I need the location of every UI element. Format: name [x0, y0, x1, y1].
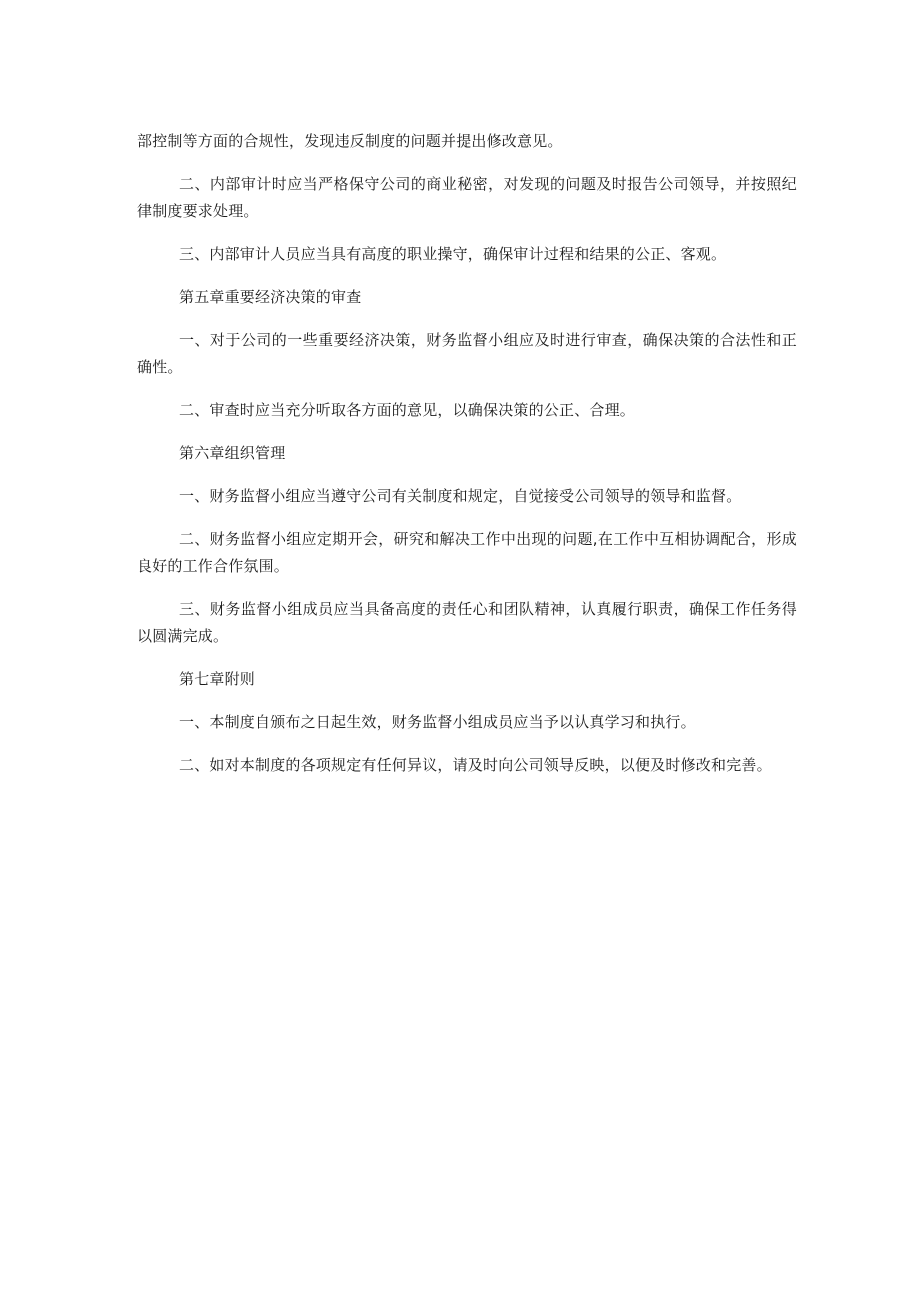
paragraph: 三、内部审计人员应当具有高度的职业操守，确保审计过程和结果的公正、客观。: [179, 245, 727, 263]
paragraph: 一、对于公司的一些重要经济决策，财务监督小组应及时进行审查，确保决策的合法性和正确性。: [137, 331, 797, 376]
chapter-heading: 第五章重要经济决策的审查: [179, 288, 362, 306]
paragraph: 二、如对本制度的各项规定有任何异议，请及时向公司领导反映，以便及时修改和完善。: [179, 756, 772, 774]
paragraph: 一、财务监督小组应当遵守公司有关制度和规定，自觉接受公司领导的领导和监督。: [179, 487, 742, 505]
paragraph: 二、内部审计时应当严格保守公司的商业秘密，对发现的问题及时报告公司领导，并按照纪律制度要求处理。: [137, 175, 797, 220]
document-body: [137, 128, 797, 795]
chapter-heading: 第六章组织管理: [179, 444, 286, 462]
paragraph: 三、财务监督小组成员应当具备高度的责任心和团队精神，认真履行职责，确保工作任务得以圆满完成。: [137, 600, 797, 645]
paragraph: 部控制等方面的合规性，发现违反制度的问题并提出修改意见。: [137, 132, 563, 150]
paragraph: 一、本制度自颁布之日起生效，财务监督小组成员应当予以认真学习和执行。: [179, 713, 696, 731]
chapter-heading: 第七章附则: [179, 670, 256, 688]
paragraph: 二、财务监督小组应定期开会，研究和解决工作中出现的问题,在工作中互相协调配合，形成良好的工作合作氛围。: [137, 530, 797, 575]
paragraph: 二、审查时应当充分听取各方面的意见，以确保决策的公正、合理。: [179, 401, 636, 419]
